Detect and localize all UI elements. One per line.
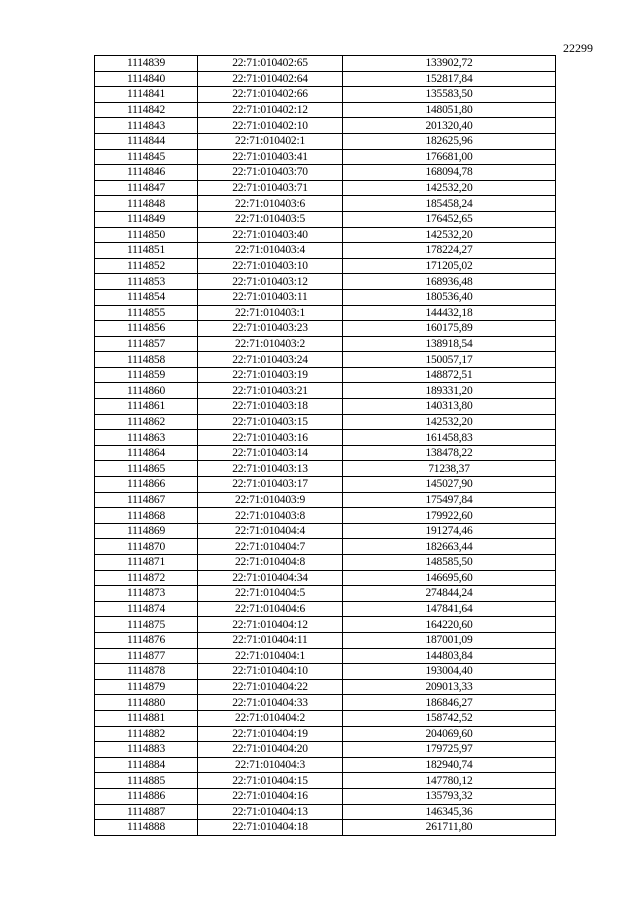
- cadastral-number-cell: 22:71:010402:1: [198, 133, 343, 149]
- row-number-cell: 1114887: [95, 804, 198, 820]
- table-row: [95, 149, 556, 165]
- cadastral-number-cell: 22:71:010404:11: [198, 632, 343, 648]
- value-cell: 133902,72: [343, 56, 556, 72]
- cadastral-number-cell: 22:71:010403:14: [198, 445, 343, 461]
- table-row: [95, 430, 556, 446]
- table-row: [95, 742, 556, 758]
- row-number-cell: 1114882: [95, 726, 198, 742]
- cadastral-number-cell: 22:71:010403:16: [198, 430, 343, 446]
- row-number-cell: 1114873: [95, 586, 198, 602]
- table-row: [95, 523, 556, 539]
- cadastral-number-cell: 22:71:010403:17: [198, 477, 343, 493]
- value-cell: 261711,80: [343, 820, 556, 836]
- table-row: [95, 601, 556, 617]
- value-cell: 186846,27: [343, 695, 556, 711]
- cadastral-number-cell: 22:71:010404:5: [198, 586, 343, 602]
- table-row: [95, 555, 556, 571]
- table-row: [95, 586, 556, 602]
- value-cell: 147841,64: [343, 601, 556, 617]
- row-number-cell: 1114844: [95, 133, 198, 149]
- row-number-cell: 1114872: [95, 570, 198, 586]
- value-cell: 178224,27: [343, 243, 556, 259]
- table-row: [95, 227, 556, 243]
- cadastral-number-cell: 22:71:010403:71: [198, 180, 343, 196]
- value-cell: 148585,50: [343, 555, 556, 571]
- cadastral-number-cell: 22:71:010403:18: [198, 399, 343, 415]
- table-row: [95, 321, 556, 337]
- row-number-cell: 1114878: [95, 664, 198, 680]
- value-cell: 185458,24: [343, 196, 556, 212]
- cadastral-number-cell: 22:71:010403:24: [198, 352, 343, 368]
- cadastral-number-cell: 22:71:010404:3: [198, 757, 343, 773]
- cadastral-number-cell: 22:71:010402:10: [198, 118, 343, 134]
- row-number-cell: 1114871: [95, 555, 198, 571]
- row-number-cell: 1114841: [95, 87, 198, 103]
- table-row: [95, 165, 556, 181]
- cadastral-number-cell: 22:71:010403:41: [198, 149, 343, 165]
- value-cell: 152817,84: [343, 71, 556, 87]
- row-number-cell: 1114881: [95, 710, 198, 726]
- value-cell: 71238,37: [343, 461, 556, 477]
- cadastral-number-cell: 22:71:010403:9: [198, 492, 343, 508]
- cadastral-number-cell: 22:71:010403:10: [198, 258, 343, 274]
- table-row: [95, 539, 556, 555]
- cadastral-number-cell: 22:71:010404:15: [198, 773, 343, 789]
- cadastral-number-cell: 22:71:010403:5: [198, 211, 343, 227]
- value-cell: 135793,32: [343, 788, 556, 804]
- row-number-cell: 1114860: [95, 383, 198, 399]
- table-row: [95, 726, 556, 742]
- cadastral-number-cell: 22:71:010403:15: [198, 414, 343, 430]
- cadastral-number-cell: 22:71:010404:33: [198, 695, 343, 711]
- value-cell: 142532,20: [343, 180, 556, 196]
- value-cell: 274844,24: [343, 586, 556, 602]
- row-number-cell: 1114868: [95, 508, 198, 524]
- value-cell: 142532,20: [343, 227, 556, 243]
- value-cell: 201320,40: [343, 118, 556, 134]
- row-number-cell: 1114877: [95, 648, 198, 664]
- row-number-cell: 1114852: [95, 258, 198, 274]
- table-row: [95, 664, 556, 680]
- registry-table: [94, 55, 556, 836]
- cadastral-number-cell: 22:71:010403:70: [198, 165, 343, 181]
- table-row: [95, 305, 556, 321]
- table-row: [95, 648, 556, 664]
- row-number-cell: 1114840: [95, 71, 198, 87]
- value-cell: 176681,00: [343, 149, 556, 165]
- table-row: [95, 383, 556, 399]
- row-number-cell: 1114851: [95, 243, 198, 259]
- table-row: [95, 56, 556, 72]
- cadastral-number-cell: 22:71:010403:19: [198, 367, 343, 383]
- row-number-cell: 1114885: [95, 773, 198, 789]
- value-cell: 189331,20: [343, 383, 556, 399]
- table-row: [95, 788, 556, 804]
- cadastral-number-cell: 22:71:010404:6: [198, 601, 343, 617]
- row-number-cell: 1114866: [95, 477, 198, 493]
- cadastral-number-cell: 22:71:010404:18: [198, 820, 343, 836]
- cadastral-number-cell: 22:71:010403:12: [198, 274, 343, 290]
- table-row: [95, 399, 556, 415]
- value-cell: 148051,80: [343, 102, 556, 118]
- table-row: [95, 180, 556, 196]
- row-number-cell: 1114858: [95, 352, 198, 368]
- table-row: [95, 492, 556, 508]
- row-number-cell: 1114847: [95, 180, 198, 196]
- table-row: [95, 336, 556, 352]
- value-cell: 158742,52: [343, 710, 556, 726]
- table-row: [95, 289, 556, 305]
- row-number-cell: 1114849: [95, 211, 198, 227]
- value-cell: 187001,09: [343, 632, 556, 648]
- table-row: [95, 461, 556, 477]
- cadastral-number-cell: 22:71:010403:13: [198, 461, 343, 477]
- row-number-cell: 1114850: [95, 227, 198, 243]
- row-number-cell: 1114865: [95, 461, 198, 477]
- cadastral-number-cell: 22:71:010403:21: [198, 383, 343, 399]
- value-cell: 168094,78: [343, 165, 556, 181]
- cadastral-number-cell: 22:71:010404:10: [198, 664, 343, 680]
- value-cell: 144803,84: [343, 648, 556, 664]
- cadastral-number-cell: 22:71:010404:4: [198, 523, 343, 539]
- registry-table-body: [95, 56, 556, 836]
- cadastral-number-cell: 22:71:010403:8: [198, 508, 343, 524]
- row-number-cell: 1114883: [95, 742, 198, 758]
- value-cell: 145027,90: [343, 477, 556, 493]
- cadastral-number-cell: 22:71:010404:13: [198, 804, 343, 820]
- cadastral-number-cell: 22:71:010404:20: [198, 742, 343, 758]
- cadastral-number-cell: 22:71:010404:7: [198, 539, 343, 555]
- value-cell: 148872,51: [343, 367, 556, 383]
- value-cell: 176452,65: [343, 211, 556, 227]
- cadastral-number-cell: 22:71:010403:1: [198, 305, 343, 321]
- value-cell: 142532,20: [343, 414, 556, 430]
- row-number-cell: 1114874: [95, 601, 198, 617]
- table-row: [95, 773, 556, 789]
- table-row: [95, 196, 556, 212]
- value-cell: 209013,33: [343, 679, 556, 695]
- value-cell: 193004,40: [343, 664, 556, 680]
- table-row: [95, 445, 556, 461]
- row-number-cell: 1114886: [95, 788, 198, 804]
- table-row: [95, 695, 556, 711]
- row-number-cell: 1114845: [95, 149, 198, 165]
- cadastral-number-cell: 22:71:010402:64: [198, 71, 343, 87]
- value-cell: 138478,22: [343, 445, 556, 461]
- row-number-cell: 1114854: [95, 289, 198, 305]
- value-cell: 135583,50: [343, 87, 556, 103]
- cadastral-number-cell: 22:71:010404:12: [198, 617, 343, 633]
- cadastral-number-cell: 22:71:010404:2: [198, 710, 343, 726]
- cadastral-number-cell: 22:71:010403:40: [198, 227, 343, 243]
- value-cell: 144432,18: [343, 305, 556, 321]
- row-number-cell: 1114875: [95, 617, 198, 633]
- table-row: [95, 243, 556, 259]
- row-number-cell: 1114848: [95, 196, 198, 212]
- row-number-cell: 1114869: [95, 523, 198, 539]
- row-number-cell: 1114888: [95, 820, 198, 836]
- cadastral-number-cell: 22:71:010402:65: [198, 56, 343, 72]
- table-row: [95, 133, 556, 149]
- value-cell: 171205,02: [343, 258, 556, 274]
- value-cell: 140313,80: [343, 399, 556, 415]
- row-number-cell: 1114856: [95, 321, 198, 337]
- table-row: [95, 617, 556, 633]
- row-number-cell: 1114884: [95, 757, 198, 773]
- value-cell: 164220,60: [343, 617, 556, 633]
- table-row: [95, 632, 556, 648]
- table-row: [95, 820, 556, 836]
- cadastral-number-cell: 22:71:010404:16: [198, 788, 343, 804]
- value-cell: 150057,17: [343, 352, 556, 368]
- value-cell: 146695,60: [343, 570, 556, 586]
- row-number-cell: 1114853: [95, 274, 198, 290]
- value-cell: 146345,36: [343, 804, 556, 820]
- cadastral-number-cell: 22:71:010403:6: [198, 196, 343, 212]
- value-cell: 191274,46: [343, 523, 556, 539]
- row-number-cell: 1114839: [95, 56, 198, 72]
- table-row: [95, 757, 556, 773]
- row-number-cell: 1114870: [95, 539, 198, 555]
- value-cell: 168936,48: [343, 274, 556, 290]
- row-number-cell: 1114861: [95, 399, 198, 415]
- table-row: [95, 570, 556, 586]
- value-cell: 182625,96: [343, 133, 556, 149]
- cadastral-number-cell: 22:71:010404:19: [198, 726, 343, 742]
- table-row: [95, 352, 556, 368]
- cadastral-number-cell: 22:71:010402:12: [198, 102, 343, 118]
- table-row: [95, 477, 556, 493]
- row-number-cell: 1114876: [95, 632, 198, 648]
- table-row: [95, 274, 556, 290]
- value-cell: 147780,12: [343, 773, 556, 789]
- table-row: [95, 679, 556, 695]
- table-row: [95, 87, 556, 103]
- row-number-cell: 1114843: [95, 118, 198, 134]
- row-number-cell: 1114862: [95, 414, 198, 430]
- cadastral-number-cell: 22:71:010404:1: [198, 648, 343, 664]
- row-number-cell: 1114864: [95, 445, 198, 461]
- table-row: [95, 211, 556, 227]
- table-row: [95, 710, 556, 726]
- cadastral-number-cell: 22:71:010403:23: [198, 321, 343, 337]
- value-cell: 160175,89: [343, 321, 556, 337]
- value-cell: 182663,44: [343, 539, 556, 555]
- cadastral-number-cell: 22:71:010402:66: [198, 87, 343, 103]
- value-cell: 179922,60: [343, 508, 556, 524]
- row-number-cell: 1114846: [95, 165, 198, 181]
- table-row: [95, 258, 556, 274]
- row-number-cell: 1114867: [95, 492, 198, 508]
- row-number-cell: 1114879: [95, 679, 198, 695]
- row-number-cell: 1114857: [95, 336, 198, 352]
- value-cell: 180536,40: [343, 289, 556, 305]
- cadastral-number-cell: 22:71:010404:8: [198, 555, 343, 571]
- value-cell: 175497,84: [343, 492, 556, 508]
- row-number-cell: 1114863: [95, 430, 198, 446]
- table-row: [95, 414, 556, 430]
- table-row: [95, 804, 556, 820]
- table-row: [95, 118, 556, 134]
- cadastral-number-cell: 22:71:010404:22: [198, 679, 343, 695]
- value-cell: 182940,74: [343, 757, 556, 773]
- value-cell: 204069,60: [343, 726, 556, 742]
- row-number-cell: 1114855: [95, 305, 198, 321]
- cadastral-number-cell: 22:71:010403:2: [198, 336, 343, 352]
- cadastral-number-cell: 22:71:010403:11: [198, 289, 343, 305]
- value-cell: 179725,97: [343, 742, 556, 758]
- table-row: [95, 508, 556, 524]
- table-row: [95, 367, 556, 383]
- table-row: [95, 102, 556, 118]
- page-number: 22299: [563, 41, 593, 55]
- table-row: [95, 71, 556, 87]
- value-cell: 138918,54: [343, 336, 556, 352]
- cadastral-number-cell: 22:71:010403:4: [198, 243, 343, 259]
- cadastral-number-cell: 22:71:010404:34: [198, 570, 343, 586]
- row-number-cell: 1114880: [95, 695, 198, 711]
- row-number-cell: 1114842: [95, 102, 198, 118]
- row-number-cell: 1114859: [95, 367, 198, 383]
- value-cell: 161458,83: [343, 430, 556, 446]
